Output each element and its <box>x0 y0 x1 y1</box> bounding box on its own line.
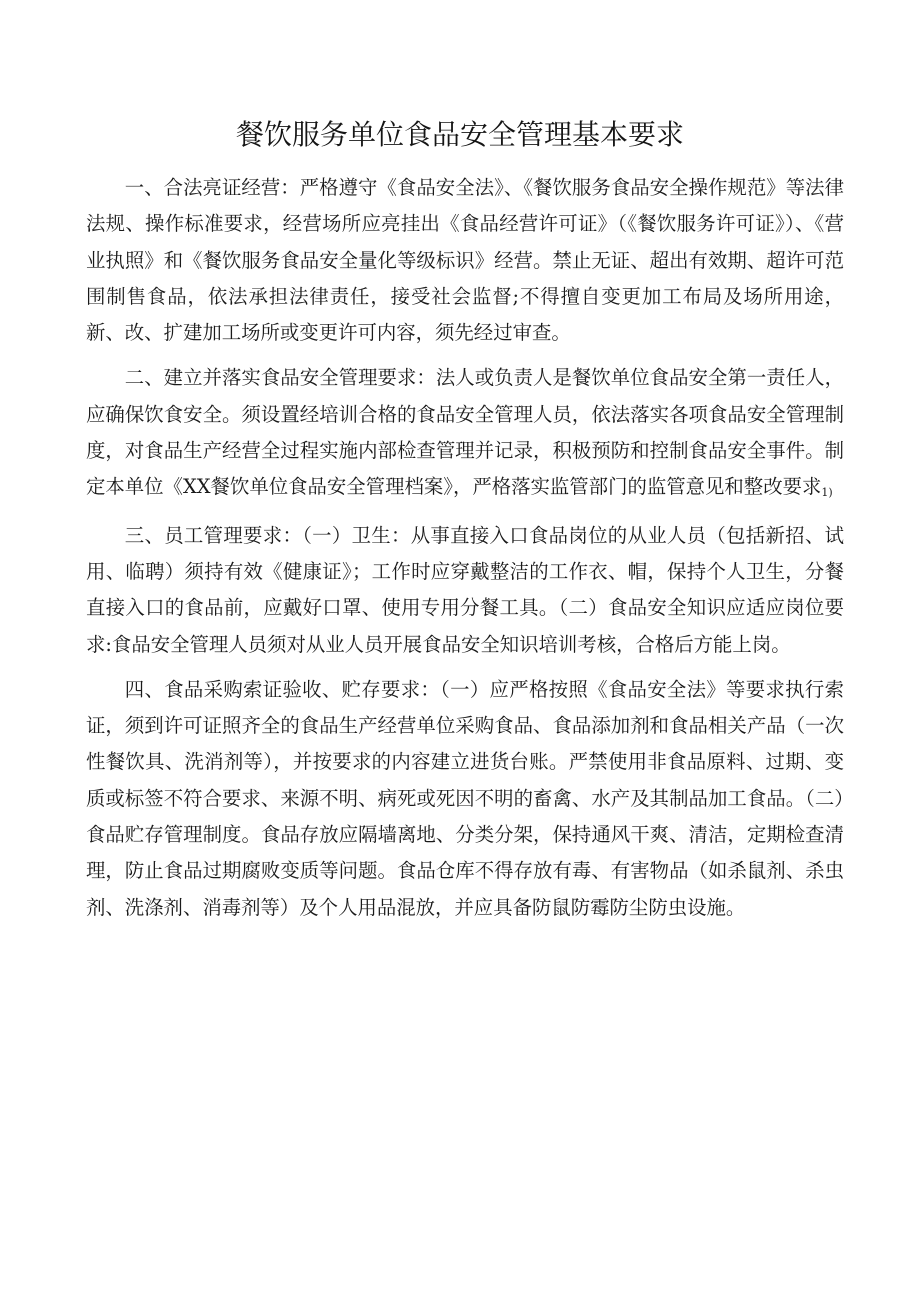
paragraph-1: 一、合法亮证经营：严格遵守《食品安全法》、《餐饮服务食品安全操作规范》等法律法规、操作标准要求，经营场所应亮挂出《食品经营许可证》（《餐饮服务许可证》）、《营业执照》和《餐饮服务食品安全量化等级标识》经营。禁止无证、超出有效期、超许可范围制售食品，依法承担法律责任，接受社会监督;不得擅自变更加工布局及场所用途，新、改、扩建加工场所或变更许可内容，须先经过审查。 <box>86 176 845 345</box>
paragraph-4: 四、食品采购索证验收、贮存要求：（一）应严格按照《食品安全法》等要求执行索证，须到许可证照齐全的食品生产经营单位采购食品、食品添加剂和食品相关产品（一次性餐饮具、洗消剂等），并按要求的内容建立进货台账。严禁使用非食品原料、过期、变质或标签不符合要求、来源不明、病死或死因不明的畜禽、水产及其制品加工食品。（二）食品贮存管理制度。食品存放应隔墙离地、分类分架，保持通风干爽、清洁，定期检查清理，防止食品过期腐败变质等问题。食品仓库不得存放有毒、有害物品（如杀鼠剂、杀虫剂、洗涤剂、消毒剂等）及个人用品混放，并应具备防鼠防霉防尘防虫设施。 <box>86 677 844 919</box>
document-title: 餐饮服务单位食品安全管理基本要求 <box>235 118 684 151</box>
document-body <box>86 170 844 935</box>
paragraph-2 <box>86 360 844 508</box>
paragraph-3: 三、员工管理要求：（一）卫生：从事直接入口食品岗位的从业人员（包括新招、试用、临聘）须持有效《健康证》；工作时应穿戴整洁的工作衣、帽，保持个人卫生，分餐直接入口的食品前，应戴好口罩、使用专用分餐工具。（二）食品安全知识应适应岗位要求:食品安全管理人员须对从业人员开展食品安全知识培训考核，合格后方能上岗。 <box>86 523 844 656</box>
footnote-marker: 1) <box>821 486 833 500</box>
paragraph-2-text: 二、建立并落实食品安全管理要求：法人或负责人是餐饮单位食品安全第一责任人，应确保饮食安全。须设置经培训合格的食品安全管理人员，依法落实各项食品安全管理制度，对食品生产经营全过程实施内部检查管理并记录，积极预防和控制食品安全事件。制定本单位《XX餐饮单位食品安全管理档案》，严格落实监管部门的监管意见和整改要求 <box>86 366 844 499</box>
